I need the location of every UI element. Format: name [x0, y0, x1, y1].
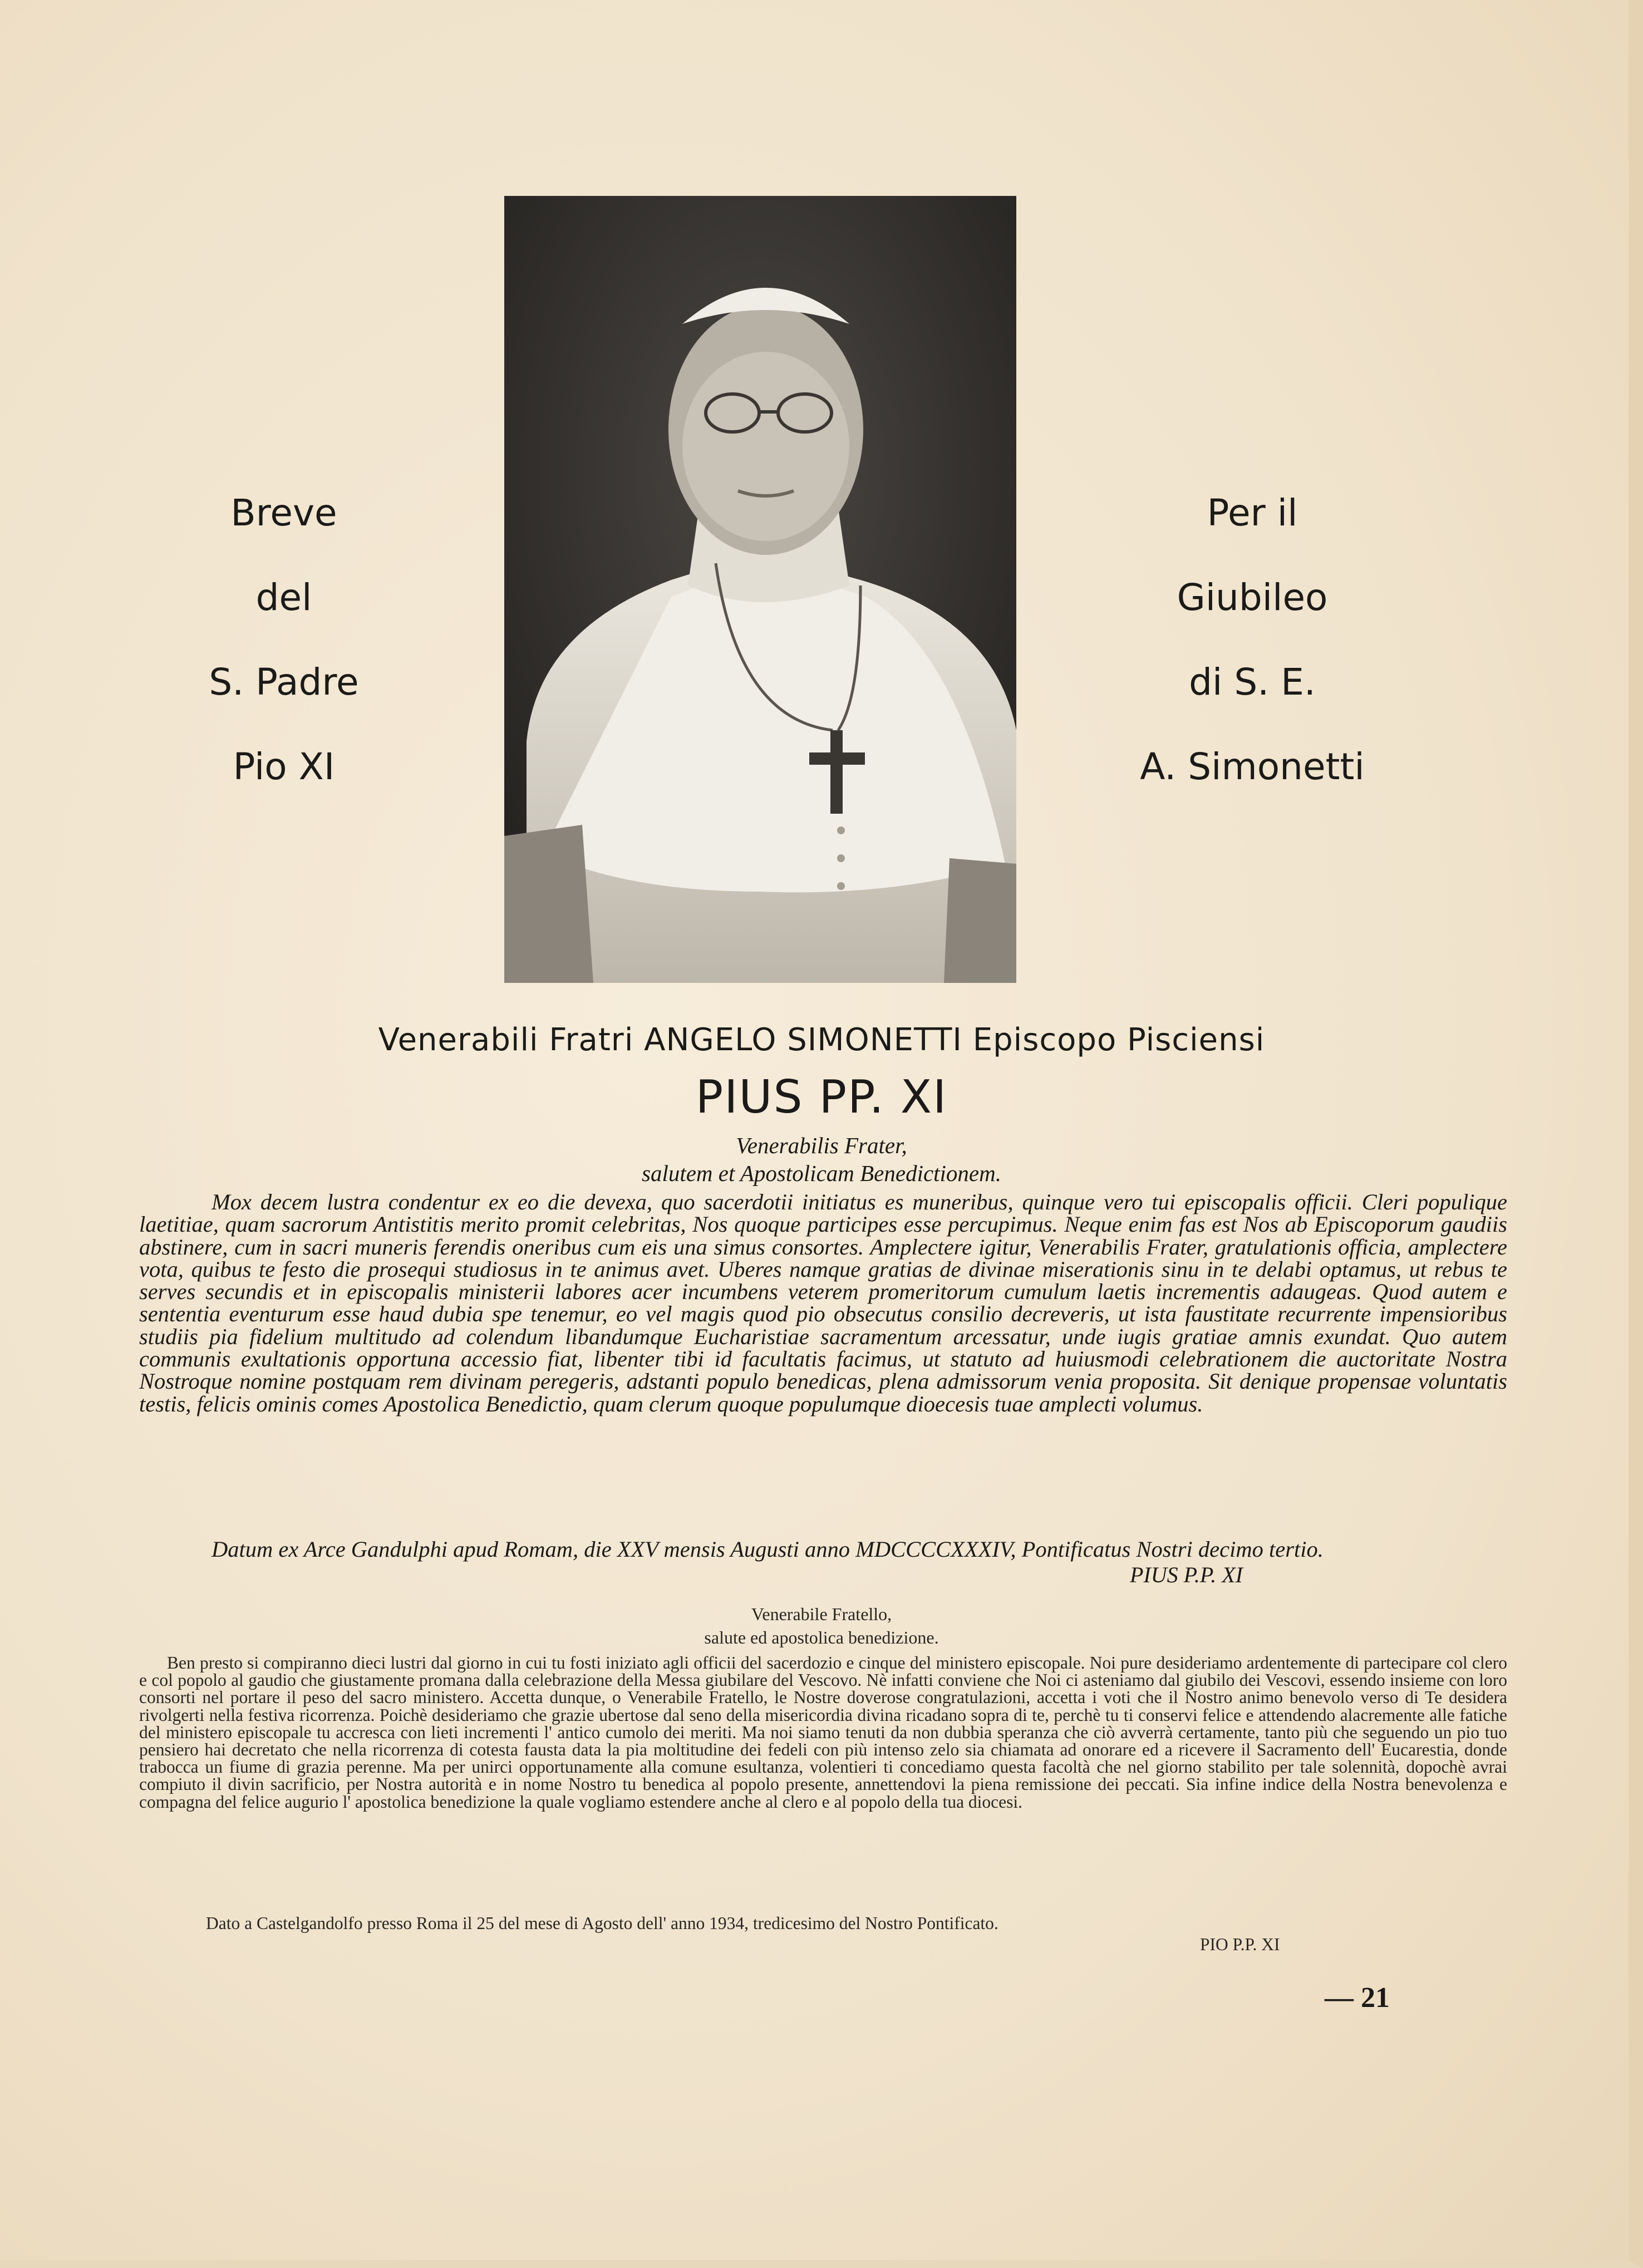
italian-translation-text: Ben presto si compiranno dieci lustri dal giorno in cui tu fosti iniziato agli officii del sacerdozio e cinque del ministero episcopale. Noi pure desideriamo ardentemente di partecipare col clero e col popolo al gaudio che giustamente promana dalla celebrazione della Messa giubilare del Vescovo. Nè infatti conviene che Noi ci asteniamo dal giubilo dei Vescovi, essendo insieme con loro consorti nel portare il peso del sacro ministero. Accetta dunque, o Venerabile Fratello, le Nostre doverose congratulazioni, accetta i voti che il Nostro animo benevolo verso di Te desidera rivolgerti nella festiva ricorrenza. Poichè desideriamo che grazie ubertose dal seno della misericordia divina ricadano sopra di te, perchè tu ti conservi felice e attendendo alacremente alle fatiche del ministero episcopale tu accresca con lieti incrementi l' antico cumolo dei meriti. Ma noi siamo tenuti da non dubbia speranza che ciò avverrà certamente, tanto più che seguendo un pio tuo pensiero hai decretato che nella ricorrenza di cotesta fausta data la pia moltitudine dei fedeli con più intenso zelo sia chiamata ad onorare ed a ricevere il Sacramento dell' Eucarestia, donde trabocca un fiume di grazia perenne. Ma per unirci opportunamente alla comune esultanza, volentieri ti concediamo questa facoltà che nel giorno stabilito per tale solennità, dopochè avrai compiuto il divin sacrificio, per Nostra autorità e in nome Nostro tu benedica al popolo presente, annettendovi la piena remissione dei peccati. Sia infine indice della Nostra benevolenza e compagna del felice augurio l' apostolica benedizione la quale vogliamo estendere anche al clero e al popolo della tua diocesi. — [139, 1653, 1507, 1812]
latin-signature: PIUS P.P. XI — [1130, 1562, 1243, 1587]
left-title-line: Breve — [230, 491, 337, 534]
pope-name-heading: PIUS PP. XI — [695, 1071, 948, 1124]
latin-brief-text: Mox decem lustra condentur ex eo die devexa, quo sacerdotii initiatus es muneribus, quinque vero tui episcopalis officii. Cleri populique laetitiae, quam sacrorum Antistitis merito promit celebritas, Nos quoque participes esse percupimus. Neque enim fas est Nos ab Episcoporum gaudiis abstinere, cum in sacri muneris ferendis oneribus cum eis una simus consortes. Amplectere igitur, Venerabilis Frater, gratulationis officia, amplectere vota, quibus te festo die prosequi studiosus in te animus avet. Uberes namque gratias de divinae miserationis sinu in te delabi optamus, ut rebus te serves secundis et in episcopalis ministerii labores acer incumbens veterem promeritorum cumulum laetis incrementis adaugeas. Quod autem e sententia eventurum esse haud dubia spe tenemur, eo vel magis quod pio obsecutus consilio decreveris, ut ista faustitate recurrente impensioribus studiis pia fidelium multitudo ad colendum libandumque Eucharistiae sacramentum arcessatur, unde iugis gratiae amnis exundat. Quo autem communis exultationis opportuna accessio fiat, libenter tibi id facultatis facimus, ut statuto ad huiusmodi celebrationem die auctoritate Nostra Nostroque nomine postquam rem divinam peregeris, adstanti populo benedicas, plena admissorum venia proposita. Sit denique propensae voluntatis testis, felicis ominis comes Apostolica Benedictio, quam clerum quoque populumque dioecesis tuae amplecti volumus. — [139, 1189, 1507, 1416]
page-number: — 21 — [1325, 1982, 1390, 2014]
italian-dato: Dato a Castelgandolfo presso Roma il 25 del mese di Agosto dell' anno 1934, tredicesimo del Nostro Pontificato. — [206, 1913, 998, 1933]
right-title-line: A. Simonetti — [1140, 745, 1365, 788]
italian-blessing: salute ed apostolica benedizione. — [704, 1627, 939, 1647]
italian-signature: PIO P.P. XI — [1200, 1935, 1280, 1954]
italian-salutation: Venerabile Fratello, — [751, 1604, 892, 1624]
left-title-column — [128, 471, 440, 809]
left-title-line: Pio XI — [233, 745, 335, 788]
right-title-column — [1074, 471, 1430, 809]
latin-datum: Datum ex Arce Gandulphi apud Romam, die XXV mensis Augusti anno MDCCCCXXXIV, Pontificatus Nostri decimo tertio. — [211, 1537, 1324, 1562]
right-title-line: Per il — [1207, 491, 1298, 534]
latin-blessing: salutem et Apostolicam Benedictionem. — [642, 1160, 1001, 1186]
latin-salutation: Venerabilis Frater, — [736, 1133, 907, 1158]
left-title-line: del — [255, 576, 312, 619]
right-title-line: di S. E. — [1189, 661, 1316, 703]
addressee-heading: Venerabili Fratri ANGELO SIMONETTI Episcopo Pisciensi — [378, 1022, 1265, 1058]
portrait-drawing — [504, 196, 1016, 983]
pope-portrait-photo-icon — [504, 196, 1016, 983]
right-title-line: Giubileo — [1177, 576, 1328, 619]
left-title-line: S. Padre — [209, 661, 359, 703]
